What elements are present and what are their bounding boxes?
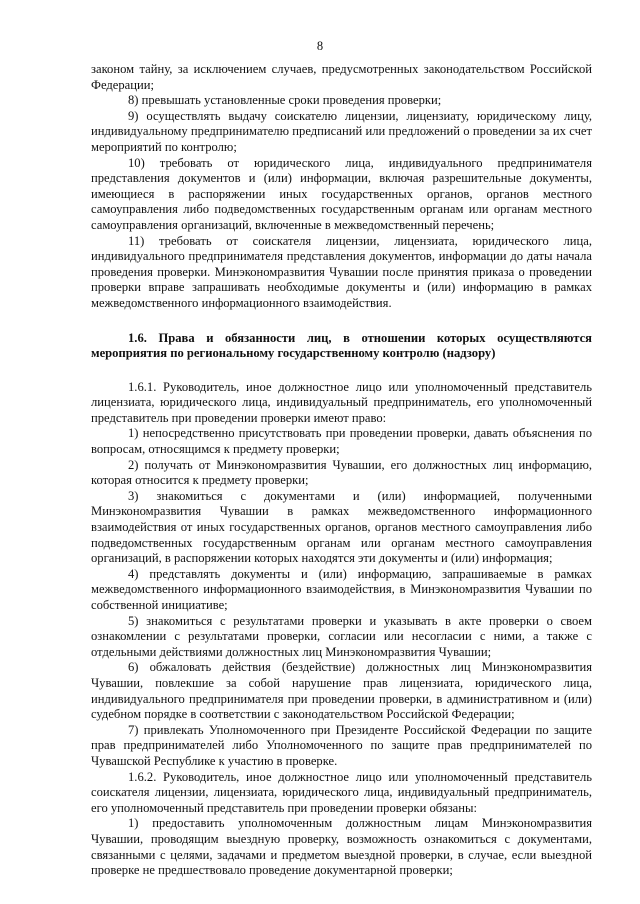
paragraph-right-4: 4) представлять документы и (или) информацию, запрашиваемые в рамках межведомственного информационного взаимодействия, в Минэкономразвития Чувашии по собственной инициативе;	[91, 566, 592, 612]
paragraph-item-8: 8) превышать установленные сроки проведения проверки;	[128, 93, 442, 108]
section-heading: 1.6. Права и обязанности лиц, в отношении которых осуществляются мероприятия по региональному государственному контролю (надзору)	[91, 330, 592, 361]
paragraph-right-6: 6) обжаловать действия (бездействие) должностных лиц Минэкономразвития Чувашии, повлекшие за собой нарушение прав лицензиата, юридического лица, индивидуального предпринимателя при проведении проверки, в административном и (или) судебном порядке в соответствии с законодательством Российской Федерации;	[91, 660, 592, 722]
paragraph-duty-1: 1) предоставить уполномоченным должностным лицам Минэкономразвития Чувашии, проводящим выездную проверку, возможность ознакомиться с документами, связанными с целями, задачами и предметом выездной проверки, в случае, если выездной проверке не предшествовало проведение документарной проверки;	[91, 816, 592, 878]
paragraph-right-7: 7) привлекать Уполномоченного при Президенте Российской Федерации по защите прав предпринимателей либо Уполномоченного по защите прав предпринимателей по Чувашской Республике к участию в проверке.	[91, 722, 592, 768]
paragraph-1-6-1: 1.6.1. Руководитель, иное должностное лицо или уполномоченный представитель лицензиата, юридического лица, индивидуальный предприниматель, его уполномоченный представитель при проведении проверки имеют право:	[91, 379, 592, 425]
paragraph-item-9: 9) осуществлять выдачу соискателю лицензии, лицензиату, юридическому лицу, индивидуальному предпринимателю предписаний или предложений о проведении за их счет мероприятий по контролю;	[91, 108, 592, 154]
paragraph-right-2: 2) получать от Минэкономразвития Чувашии, его должностных лиц информацию, которая относится к предмету проверки;	[91, 457, 592, 488]
paragraph-right-5: 5) знакомиться с результатами проверки и указывать в акте проверки о своем ознакомлении с результатами проверки, согласии или несогласии с ними, а также с отдельными действиями должностных лиц Минэкономразвития Чувашии;	[91, 613, 592, 659]
paragraph-continuation: законом тайну, за исключением случаев, предусмотренных законодательством Российской Федерации;	[91, 62, 592, 92]
paragraph-item-11: 11) требовать от соискателя лицензии, лицензиата, юридического лица, индивидуального предпринимателя представления документов, информации до даты начала проведения проверки. Минэкономразвития Чувашии после принятия приказа о проведении проверки вправе запрашивать необходимые документы и (или) информацию в рамках межведомственного информационного взаимодействия.	[91, 233, 592, 310]
document-body	[91, 62, 592, 879]
paragraph-item-10: 10) требовать от юридического лица, индивидуального предпринимателя представления документов и (или) информации, включая разрешительные документы, имеющиеся в распоряжении иных государственных органов, органов местного самоуправления либо подведомственных государственным органам или органам местного самоуправления организаций, включенные в межведомственный перечень;	[91, 155, 592, 232]
paragraph-1-6-2: 1.6.2. Руководитель, иное должностное лицо или уполномоченный представитель соискателя лицензии, лицензиата, юридического лица, индивидуальный предприниматель, его уполномоченный представитель при проведении проверки обязаны:	[91, 769, 592, 815]
paragraph-right-3: 3) знакомиться с документами и (или) информацией, полученными Минэкономразвития Чувашии в рамках межведомственного информационного взаимодействия от иных государственных органов, органов местного самоуправления либо подведомственных государственным органам или органам местного самоуправления организаций, в распоряжении которых находятся эти документы и (или) информация;	[91, 488, 592, 566]
page-number: 8	[316, 39, 324, 53]
paragraph-right-1: 1) непосредственно присутствовать при проведении проверки, давать объяснения по вопросам, относящимся к предмету проверки;	[91, 426, 592, 457]
